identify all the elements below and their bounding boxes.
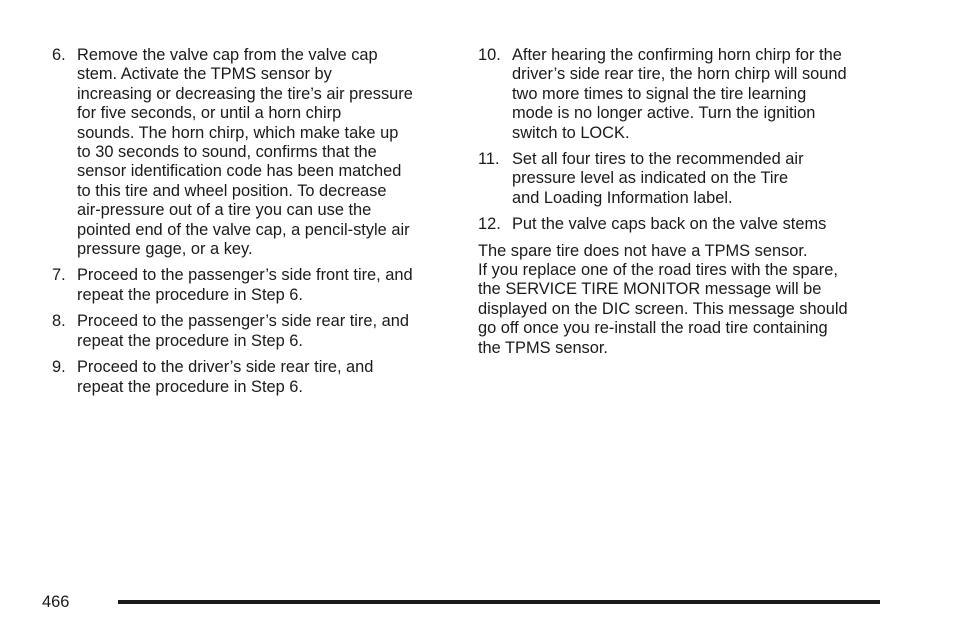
footer-rule	[118, 600, 880, 604]
step-number: 12.	[478, 215, 501, 234]
left-column	[52, 46, 452, 404]
spare-tire-paragraph: The spare tire does not have a TPMS sensor. If you replace one of the road tires with the spare, the SERVICE TIRE MONITOR message will be displayed on the DIC screen. This message should go off once you re-install the road tire containing the TPMS sensor.	[478, 241, 848, 357]
step-6	[52, 46, 452, 259]
step-text: Proceed to the driver’s side rear tire, and repeat the procedure in Step 6.	[77, 358, 374, 396]
step-text: Put the valve caps back on the valve stems	[512, 215, 827, 234]
step-text: Proceed to the passenger’s side rear tire, and repeat the procedure in Step 6.	[77, 312, 409, 350]
right-column	[478, 46, 888, 358]
step-number: 10.	[478, 46, 501, 64]
step-text: Set all four tires to the recommended air pressure level as indicated on the Tire and Loading Information label.	[512, 150, 804, 207]
step-text: After hearing the confirming horn chirp for the driver’s side rear tire, the horn chirp will sound two more times to signal the tire learning mode is no longer active. Turn the ignition switch to LOCK.	[512, 46, 847, 142]
step-number: 7.	[52, 266, 66, 285]
step-text: Remove the valve cap from the valve cap stem. Activate the TPMS sensor by increasing or decreasing the tire’s air pressure for five seconds, or until a horn chirp sounds. The horn chirp, which make take up to 30 seconds to sound, confirms that the sensor identification code has been matched to this tire and wheel position. To decrease air-pressure out of a tire you can use the pointed end of the valve cap, a pencil-style air pressure gage, or a key.	[77, 46, 413, 259]
step-number: 8.	[52, 312, 66, 331]
step-8	[52, 312, 452, 351]
step-12	[478, 215, 888, 234]
step-text: Proceed to the passenger’s side front tire, and repeat the procedure in Step 6.	[77, 266, 413, 304]
page-number: 466	[42, 593, 70, 611]
step-11	[478, 150, 888, 208]
step-7	[52, 266, 452, 305]
step-9	[52, 358, 452, 397]
step-number: 11.	[478, 150, 500, 169]
step-number: 9.	[52, 358, 66, 377]
step-10	[478, 46, 888, 143]
step-number: 6.	[52, 46, 66, 64]
